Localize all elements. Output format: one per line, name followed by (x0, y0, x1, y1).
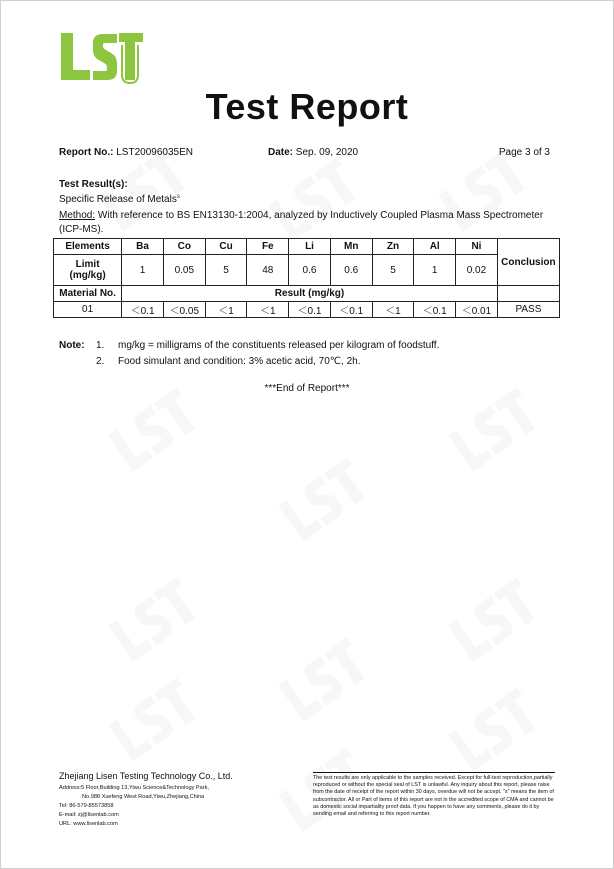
elements-label: Elements (54, 239, 122, 255)
result-value: ＜1 (247, 302, 289, 318)
element-header: Fe (247, 239, 289, 255)
element-header: Ni (456, 239, 498, 255)
limit-value: 0.6 (330, 255, 372, 286)
note-number: 2. (96, 356, 105, 367)
conclusion-spacer (497, 286, 559, 302)
elements-header-row (54, 239, 560, 255)
results-table (53, 238, 560, 318)
material-header-row (54, 286, 560, 302)
company-name: Zhejiang Lisen Testing Technology Co., Ltd. (59, 771, 233, 781)
result-value: ＜1 (372, 302, 414, 318)
result-value: ＜1 (205, 302, 247, 318)
limit-value: 5 (372, 255, 414, 286)
table-row (54, 302, 560, 318)
element-header: Li (289, 239, 331, 255)
result-value: ＜0.05 (163, 302, 205, 318)
result-label: Result (mg/kg) (122, 286, 498, 302)
material-label: Material No. (54, 286, 122, 302)
specific-release-title: Specific Release of Metals$^s$ (59, 194, 180, 205)
test-results-heading: Test Result(s): (59, 179, 128, 190)
report-date: Date: Sep. 09, 2020 (268, 147, 359, 158)
address-line: No.988 Xuefeng West Road,Yiwu,Zhejiang,China (82, 794, 205, 800)
lst-logo (59, 31, 145, 86)
limit-value: 0.6 (289, 255, 331, 286)
end-of-report: ***End of Report*** (264, 383, 350, 394)
address-line: Address:5 Floor,Building 13,Yiwu Science&Technology Park, (59, 785, 209, 791)
material-number: 01 (54, 302, 122, 318)
result-value: ＜0.1 (414, 302, 456, 318)
page-number: Page 3 of 3 (498, 147, 550, 158)
element-header: Zn (372, 239, 414, 255)
report-title: Test Report (205, 86, 409, 127)
element-header: Ba (122, 239, 164, 255)
element-header: Co (163, 239, 205, 255)
notes-label: Note: (59, 340, 85, 351)
limit-value: 1 (414, 255, 456, 286)
element-header: Cu (205, 239, 247, 255)
limit-value: 0.02 (456, 255, 498, 286)
email: E-mail: zj@lisenlab.com (59, 812, 119, 818)
limit-label: Limit (mg/kg) (54, 255, 122, 286)
element-header: Mn (330, 239, 372, 255)
telephone: Tel: 86-579-85573858 (59, 803, 114, 809)
conclusion-value: PASS (497, 302, 559, 318)
conclusion-header: Conclusion (497, 239, 559, 286)
website: URL: www.lisenlab.com (59, 821, 118, 827)
result-value: ＜0.1 (122, 302, 164, 318)
limit-row (54, 255, 560, 286)
element-header: Al (414, 239, 456, 255)
company-info (59, 771, 233, 829)
limit-value: 5 (205, 255, 247, 286)
limit-value: 1 (122, 255, 164, 286)
result-value: ＜0.1 (289, 302, 331, 318)
result-value: ＜0.01 (456, 302, 498, 318)
note-text: Food simulant and condition: 3% acetic acid, 70℃, 2h. (118, 356, 361, 367)
note-number: 1. (96, 340, 105, 351)
limit-value: 0.05 (163, 255, 205, 286)
result-value: ＜0.1 (330, 302, 372, 318)
limit-value: 48 (247, 255, 289, 286)
disclaimer-text: The test results are only applicable to the samples received. Except for full-text reproduction,partially reproduced or without the special seal of LST is unlawful. Any inquiry about this report, please raise from the date of receipt of the report within 30 days, overdue will not be accept. "s" means the item of subcontractor. All or Part of items of this report are not in the accredited scope of CMA and cannot be as domestic social impartiality proof data. If you happen to have any comments, please do it by sending email and referring to this report number. (313, 772, 555, 818)
report-number: Report No.: LST20096035EN (59, 147, 193, 158)
method-description: Method: With reference to BS EN13130-1:2004, analyzed by Inductively Coupled Plasma Mass Spectrometer (ICP-MS). (59, 210, 544, 235)
note-text: mg/kg = milligrams of the constituents released per kilogram of foodstuff. (118, 340, 440, 351)
